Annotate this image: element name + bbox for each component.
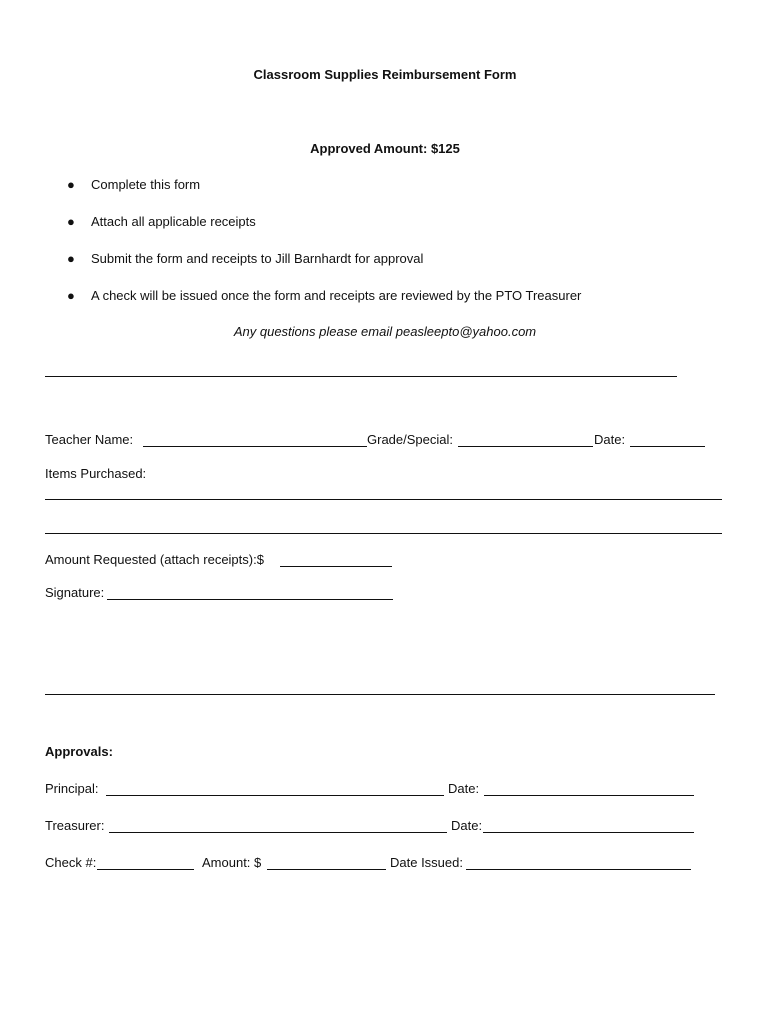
items-purchased-label: Items Purchased:	[45, 466, 147, 481]
principal-date-field[interactable]	[484, 781, 694, 796]
contact-note: Any questions please email peasleepto@yahoo.com	[233, 324, 537, 339]
treasurer-label: Treasurer:	[45, 818, 105, 833]
instruction-item: A check will be issued once the form and receipts are reviewed by the PTO Treasurer	[91, 288, 582, 303]
approvals-heading: Approvals:	[45, 744, 113, 759]
approved-amount: Approved Amount: $125	[310, 141, 460, 156]
form-title: Classroom Supplies Reimbursement Form	[253, 67, 517, 82]
bullet-icon: ●	[67, 288, 75, 303]
bullet-icon: ●	[67, 177, 75, 192]
grade-special-field[interactable]	[458, 432, 593, 447]
amount-requested-label: Amount Requested (attach receipts):$	[45, 552, 264, 567]
treasurer-date-label: Date:	[451, 818, 483, 833]
signature-label: Signature:	[45, 585, 105, 600]
check-amount-label: Amount: $	[202, 855, 262, 870]
bullet-icon: ●	[67, 251, 75, 266]
principal-field[interactable]	[106, 781, 444, 796]
treasurer-date-field[interactable]	[483, 818, 694, 833]
date-field[interactable]	[630, 432, 705, 447]
teacher-name-label: Teacher Name:	[45, 432, 134, 447]
principal-label: Principal:	[45, 781, 99, 796]
teacher-name-field[interactable]	[143, 432, 367, 447]
date-issued-field[interactable]	[466, 855, 691, 870]
principal-date-label: Date:	[448, 781, 480, 796]
bullet-icon: ●	[67, 214, 75, 229]
instruction-item: Complete this form	[91, 177, 201, 192]
signature-field[interactable]	[107, 585, 393, 600]
items-purchased-line-2[interactable]	[45, 533, 722, 534]
grade-special-label: Grade/Special:	[367, 432, 453, 447]
section-divider	[45, 376, 677, 377]
check-amount-field[interactable]	[267, 855, 386, 870]
treasurer-field[interactable]	[109, 818, 447, 833]
section-divider	[45, 694, 715, 695]
items-purchased-line-1[interactable]	[45, 499, 722, 500]
check-number-field[interactable]	[97, 855, 194, 870]
amount-requested-field[interactable]	[280, 552, 392, 567]
instruction-item: Attach all applicable receipts	[91, 214, 256, 229]
check-number-label: Check #:	[45, 855, 97, 870]
instruction-item: Submit the form and receipts to Jill Barnhardt for approval	[91, 251, 424, 266]
date-label: Date:	[594, 432, 626, 447]
date-issued-label: Date Issued:	[390, 855, 463, 870]
